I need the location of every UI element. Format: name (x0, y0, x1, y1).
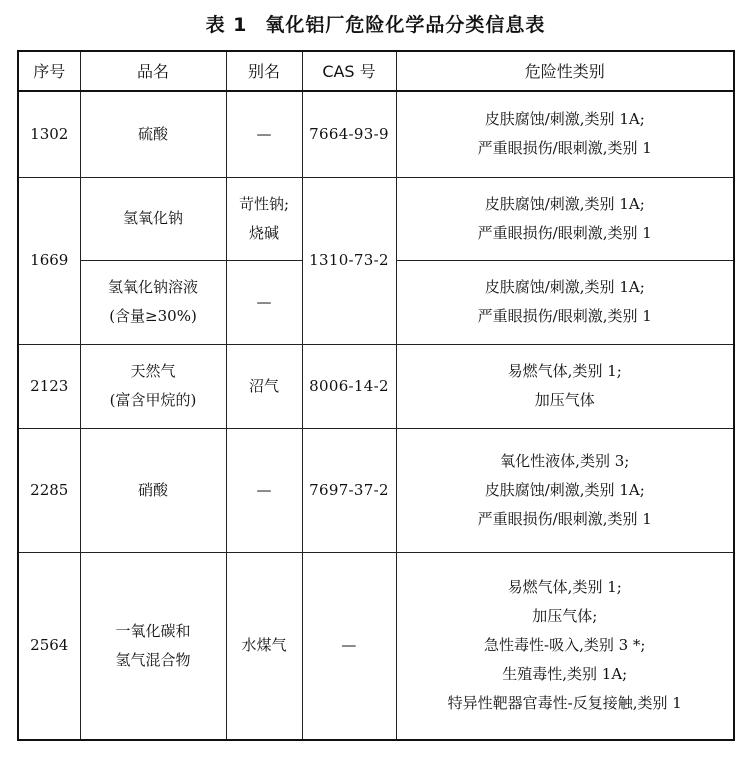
cell-cas: 8006-14-2 (302, 344, 396, 428)
cell-hazard (396, 428, 734, 552)
cell-alias: 水煤气 (226, 552, 302, 740)
hazard-line: 氧化性液体,类别 3; (500, 451, 630, 470)
hazard-line: 加压气体; (532, 607, 598, 626)
cell-cas: — (302, 552, 396, 740)
name-line: 氢氧化钠溶液 (107, 278, 198, 296)
header-name: 品名 (80, 51, 226, 91)
name-line: 氢气混合物 (115, 650, 191, 669)
cell-hazard (396, 344, 734, 428)
name-line: (富含甲烷的) (109, 391, 197, 409)
hazard-line: 急性毒性-吸入,类别 3 *; (484, 636, 646, 655)
hazard-line: 皮肤腐蚀/刺激,类别 1A; (484, 278, 645, 296)
hazard-line: 严重眼损伤/眼刺激,类别 1 (477, 223, 652, 242)
header-seq: 序号 (18, 51, 80, 91)
alias-line: 苛性钠; (238, 194, 290, 213)
cell-name (80, 260, 226, 344)
header-hazard: 危险性类别 (396, 51, 734, 91)
cell-alias: 沼气 (226, 344, 302, 428)
table-row (18, 428, 734, 552)
cell-hazard (396, 552, 734, 740)
hazard-line: 皮肤腐蚀/刺激,类别 1A; (484, 194, 645, 213)
cell-seq: 2123 (18, 344, 80, 428)
header-alias: 别名 (226, 51, 302, 91)
hazard-line: 特异性靶器官毒性-反复接触,类别 1 (447, 694, 682, 713)
hazard-line: 皮肤腐蚀/刺激,类别 1A; (484, 480, 645, 499)
cell-seq: 2564 (18, 552, 80, 740)
table-title-text: 氧化铝厂危险化学品分类信息表 (265, 14, 546, 36)
table-title (0, 10, 751, 37)
hazard-line: 易燃气体,类别 1; (507, 362, 622, 380)
table-row (18, 91, 734, 177)
name-line: 天然气 (130, 362, 176, 380)
cell-cas: 7664-93-9 (302, 91, 396, 177)
cell-cas: 7697-37-2 (302, 428, 396, 552)
hazard-line: 严重眼损伤/眼刺激,类别 1 (477, 509, 652, 528)
hazard-line: 严重眼损伤/眼刺激,类别 1 (477, 307, 652, 325)
cell-cas: 1310-73-2 (302, 177, 396, 344)
cell-name (80, 344, 226, 428)
alias-line: 烧碱 (248, 223, 279, 242)
cell-seq: 1669 (18, 177, 80, 344)
table-row (18, 552, 734, 740)
hazard-line: 加压气体 (534, 391, 595, 409)
hazard-line: 易燃气体,类别 1; (507, 578, 622, 597)
cell-alias: — (226, 260, 302, 344)
cell-hazard (396, 260, 734, 344)
cell-seq: 2285 (18, 428, 80, 552)
header-row (18, 51, 734, 91)
cell-name: 硝酸 (80, 428, 226, 552)
hazard-classification-table (17, 50, 735, 741)
hazard-line: 生殖毒性,类别 1A; (502, 665, 628, 684)
name-line: (含量≥30%) (109, 307, 197, 325)
header-cas: CAS 号 (302, 51, 396, 91)
hazard-line: 皮肤腐蚀/刺激,类别 1A; (484, 110, 645, 129)
name-line: 一氧化碳和 (115, 621, 191, 640)
table-number: 表 1 (205, 14, 248, 36)
hazard-line: 严重眼损伤/眼刺激,类别 1 (477, 139, 652, 158)
table-row (18, 344, 734, 428)
cell-name: 硫酸 (80, 91, 226, 177)
cell-name (80, 552, 226, 740)
cell-seq: 1302 (18, 91, 80, 177)
cell-hazard (396, 91, 734, 177)
cell-name: 氢氧化钠 (80, 177, 226, 260)
cell-alias: — (226, 91, 302, 177)
cell-hazard (396, 177, 734, 260)
cell-alias (226, 177, 302, 260)
cell-alias: — (226, 428, 302, 552)
table-row (18, 177, 734, 260)
